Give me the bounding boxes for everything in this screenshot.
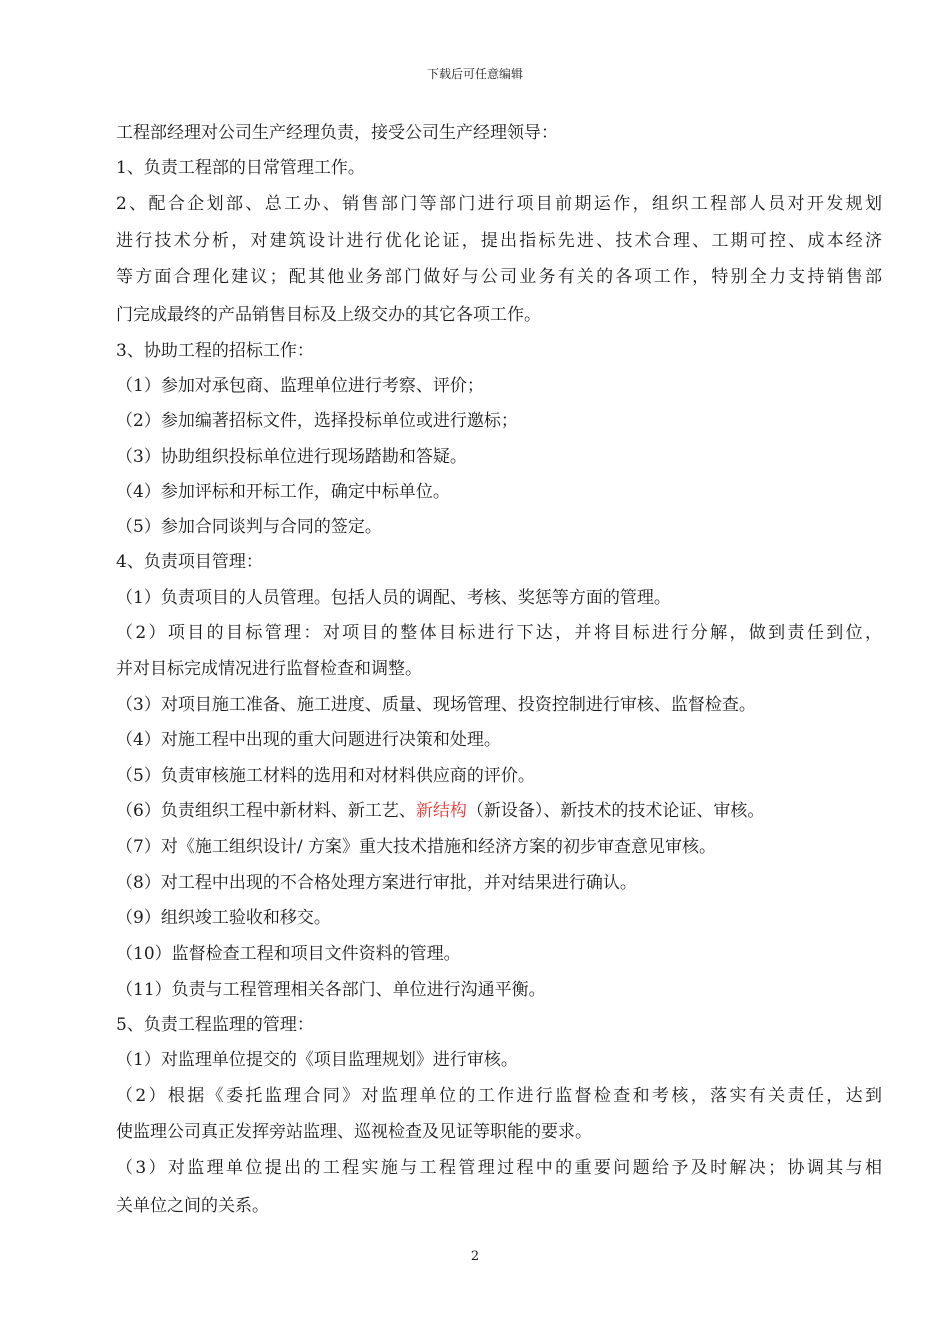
item-3-sub-3: （3）协助组织投标单位进行现场踏勘和答疑。 (116, 447, 467, 467)
item-3-heading: 3、协助工程的招标工作： (116, 341, 314, 361)
item-2-line-2: 进行技术分析，对建筑设计进行优化论证，提出指标先进、技术合理、工期可控、成本经济 (116, 231, 882, 251)
item-4-sub-6-text-b: （新设备）、新技术的技术论证、审核。 (466, 801, 765, 821)
item-4-sub-10: （10）监督检查工程和项目文件资料的管理。 (116, 944, 461, 964)
item-4-sub-2-line-1: （2）项目的目标管理：对项目的整体目标进行下达，并将目标进行分解，做到责任到位， (116, 623, 882, 643)
page-header: 下载后可任意编辑 (426, 67, 523, 81)
item-3-sub-1: （1）参加对承包商、监理单位进行考察、评价； (116, 376, 484, 396)
item-2-line-3: 等方面合理化建议；配其他业务部门做好与公司业务有关的各项工作，特别全力支持销售部 (116, 267, 882, 287)
item-3-sub-2: （2）参加编著招标文件，选择投标单位或进行邀标； (116, 411, 518, 431)
item-4-sub-6-text-a: （6）负责组织工程中新材料、新工艺、 (116, 801, 416, 821)
item-4-sub-7: （7）对《施工组织设计/ 方案》重大技术措施和经济方案的初步审查意见审核。 (116, 837, 716, 857)
item-5-sub-3-line-2: 关单位之间的关系。 (116, 1196, 269, 1216)
intro-paragraph: 工程部经理对公司生产经理负责，接受公司生产经理领导： (116, 123, 558, 143)
item-4-sub-3: （3）对项目施工准备、施工进度、质量、现场管理、投资控制进行审核、监督检查。 (116, 695, 756, 715)
item-4-sub-11: （11）负责与工程管理相关各部门、单位进行沟通平衡。 (116, 980, 546, 1000)
item-4-sub-8: （8）对工程中出现的不合格处理方案进行审批，并对结果进行确认。 (116, 873, 637, 893)
item-2-line-4: 门完成最终的产品销售目标及上级交办的其它各项工作。 (116, 305, 541, 325)
item-4-heading: 4、负责项目管理： (116, 552, 263, 572)
page-number: 2 (470, 1249, 480, 1264)
item-5-sub-1: （1）对监理单位提交的《项目监理规划》进行审核。 (116, 1050, 518, 1070)
item-4-sub-5: （5）负责审核施工材料的选用和对材料供应商的评价。 (116, 766, 535, 786)
item-5-sub-2-line-1: （2）根据《委托监理合同》对监理单位的工作进行监督检查和考核，落实有关责任，达到 (116, 1086, 882, 1106)
item-1-heading: 1、负责工程部的日常管理工作。 (116, 158, 365, 178)
item-4-sub-9: （9）组织竣工验收和移交。 (116, 908, 331, 928)
highlighted-term: 新结构 (415, 801, 467, 821)
item-5-sub-3-line-1: （3）对监理单位提出的工程实施与工程管理过程中的重要问题给予及时解决；协调其与相 (116, 1158, 882, 1178)
item-4-sub-6 (116, 800, 764, 822)
item-4-sub-2-line-2: 并对目标完成情况进行监督检查和调整。 (116, 659, 422, 679)
item-3-sub-4: （4）参加评标和开标工作，确定中标单位。 (116, 482, 450, 502)
item-5-heading: 5、负责工程监理的管理： (116, 1015, 314, 1035)
item-3-sub-5: （5）参加合同谈判与合同的签定。 (116, 517, 382, 537)
item-5-sub-2-line-2: 使监理公司真正发挥旁站监理、巡视检查及见证等职能的要求。 (116, 1122, 592, 1142)
item-4-sub-4: （4）对施工程中出现的重大问题进行决策和处理。 (116, 730, 501, 750)
item-2-line-1: 2、配合企划部、总工办、销售部门等部门进行项目前期运作，组织工程部人员对开发规划 (116, 194, 882, 214)
item-4-sub-1: （1）负责项目的人员管理。包括人员的调配、考核、奖惩等方面的管理。 (116, 588, 671, 608)
